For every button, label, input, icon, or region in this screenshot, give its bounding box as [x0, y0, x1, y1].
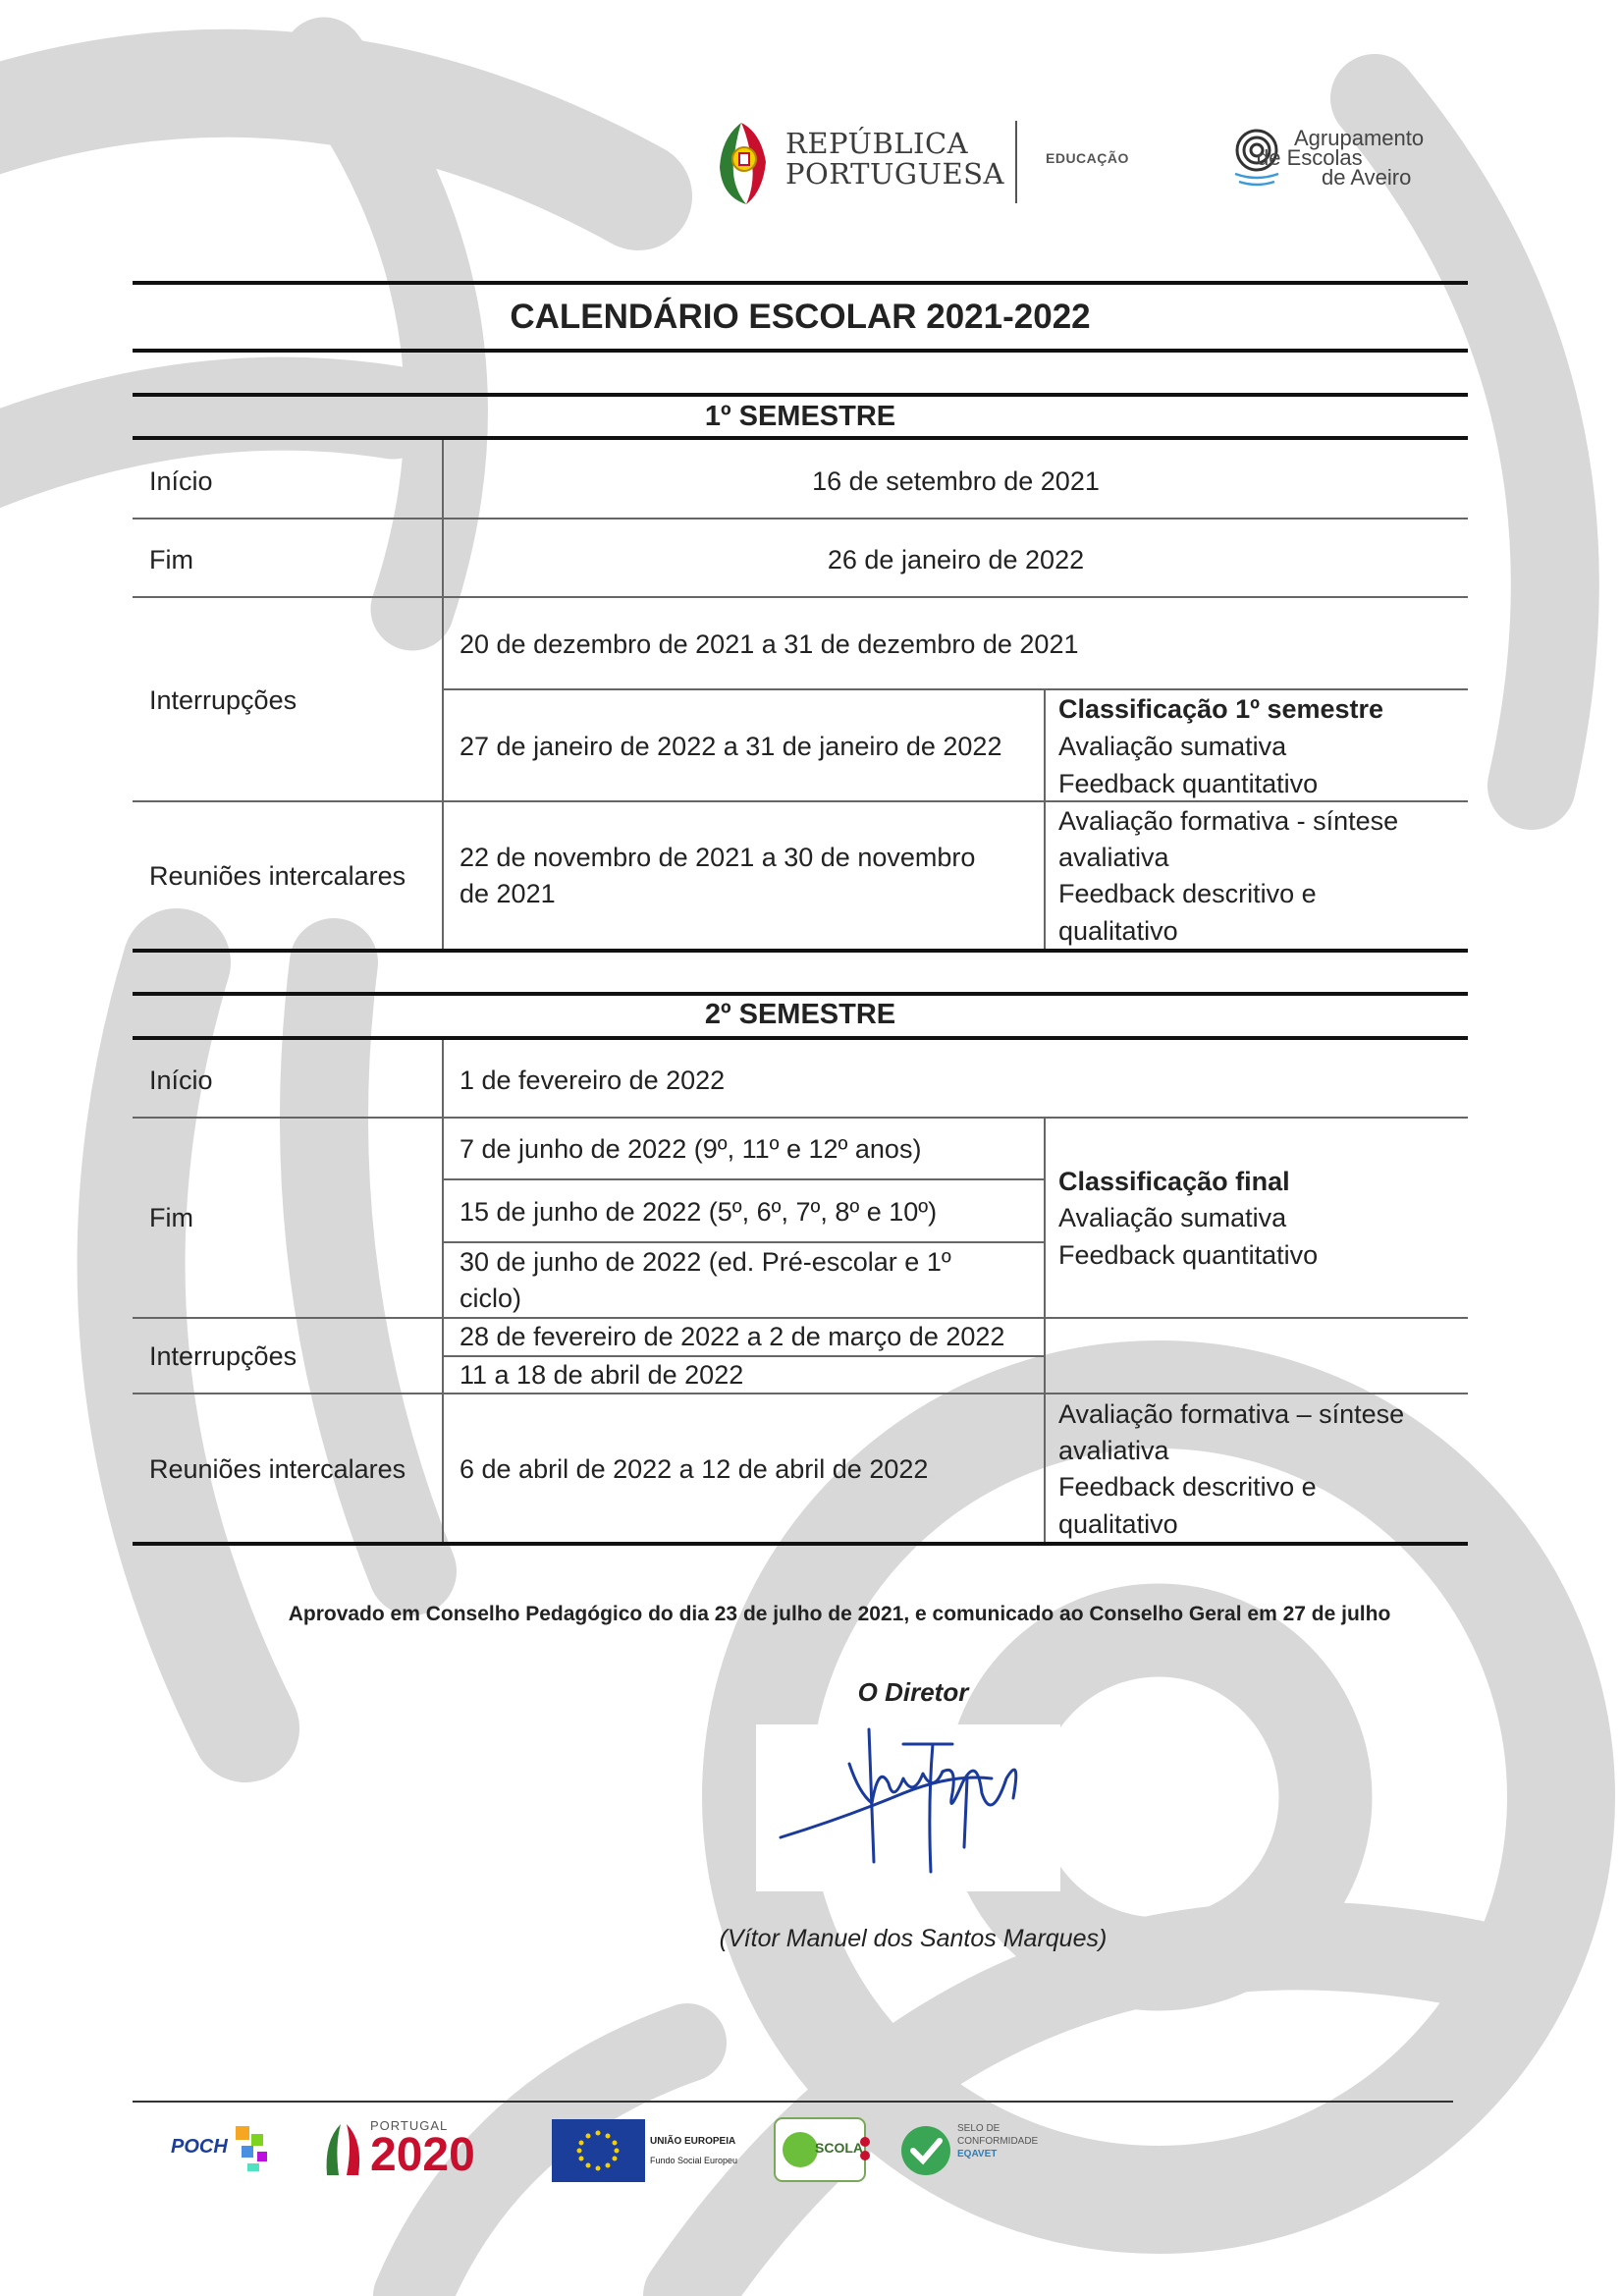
sem2-fim-label: Fim [149, 1203, 193, 1232]
eqavet-text [957, 2122, 1038, 2160]
sem2-inicio-label: Início [149, 1066, 213, 1095]
sem1-formativa-line2: avaliativa [1058, 843, 1169, 872]
sem2-classificacao-line1: Avaliação sumativa [1058, 1203, 1287, 1232]
sem1-reunioes-label: Reuniões intercalares [149, 861, 406, 891]
sem1-formativa-line3: Feedback descritivo e [1058, 879, 1317, 908]
sem1-formativa-line1: Avaliação formativa - síntese [1058, 806, 1399, 836]
uniao-europeia-logo [552, 2116, 748, 2185]
sem1-top-rule [133, 393, 1468, 397]
row-divider [444, 688, 1468, 690]
header-divider [1015, 121, 1017, 203]
sem1-reunioes-line2: de 2021 [460, 879, 556, 908]
portugal-label: PORTUGAL [370, 2118, 449, 2133]
sem2-top-rule [133, 992, 1468, 996]
row-divider [444, 1178, 1044, 1180]
title-top-rule [133, 281, 1468, 285]
row-divider [444, 1241, 1044, 1243]
sem1-fim-value: 26 de janeiro de 2022 [827, 545, 1085, 574]
sem2-right-column-divider [1044, 1119, 1046, 1544]
republica-portuguesa-wordmark [785, 129, 1004, 190]
row-divider [133, 596, 1468, 598]
sem1-heading: 1º SEMESTRE [704, 401, 896, 432]
de-aveiro-line: de Aveiro [1322, 165, 1412, 190]
title-bottom-rule [133, 349, 1468, 353]
row-divider [133, 1393, 1468, 1394]
eqavet-line1: SELO DE [957, 2123, 1000, 2134]
sem1-interrupcao-1: 20 de dezembro de 2021 a 31 de dezembro de 2021 [460, 629, 1079, 659]
agrupamento-wordmark [1257, 126, 1425, 190]
sem2-fim-value-1: 7 de junho de 2022 (9º, 11º e 12º anos) [460, 1134, 922, 1164]
eqavet-line2: CONFORMIDADE [957, 2136, 1039, 2147]
director-name: (Vítor Manuel dos Santos Marques) [719, 1925, 1108, 1952]
ue-line1: UNIÃO EUROPEIA [650, 2136, 736, 2147]
sem2-classificacao-line2: Feedback quantitativo [1058, 1240, 1319, 1270]
eu-flag-icon [552, 2119, 645, 2182]
sem1-reunioes-line1: 22 de novembro de 2021 a 30 de novembro [460, 843, 976, 872]
row-divider [133, 800, 1468, 802]
portugal-2020-mark-icon [319, 2116, 368, 2185]
director-label: O Diretor [857, 1677, 969, 1707]
sem2-formativa-line3: Feedback descritivo e [1058, 1472, 1317, 1502]
sem2-heading: 2º SEMESTRE [704, 999, 896, 1030]
eqavet-check-icon [898, 2121, 953, 2180]
eqavet-line3: EQAVET [957, 2149, 998, 2159]
sem2-bottom-rule [133, 1542, 1468, 1546]
row-divider [133, 518, 1468, 519]
approval-note: Aprovado em Conselho Pedagógico do dia 23 de julho de 2021, e comunicado ao Conselho Geral em 27 de julho [288, 1603, 1391, 1625]
sem1-classificacao-line2: Feedback quantitativo [1058, 769, 1319, 798]
de-escolas-line: de Escolas [1257, 145, 1363, 170]
header-logos [707, 113, 1453, 211]
sem1-bottom-rule [133, 949, 1468, 953]
sem1-heading-rule [133, 436, 1468, 440]
portugal-2020-logo [319, 2116, 525, 2185]
sem1-formativa-line4: qualitativo [1058, 916, 1178, 946]
portuguesa-line: PORTUGUESA [785, 157, 1004, 191]
sem2-inicio-value: 1 de fevereiro de 2022 [460, 1066, 726, 1095]
sem2-column-divider [442, 1040, 444, 1544]
agrupamento-line: Agrupamento [1294, 126, 1425, 150]
selo-escola-saudavel-logo [771, 2116, 874, 2185]
sem1-classificacao-line1: Avaliação sumativa [1058, 732, 1287, 761]
sem2-reunioes-value: 6 de abril de 2022 a 12 de abril de 2022 [460, 1454, 929, 1484]
sem1-classificacao-title: Classificação 1º semestre [1058, 694, 1384, 724]
selo-escola-text: SCOLA [815, 2140, 863, 2156]
sem1-fim-label: Fim [149, 545, 193, 574]
sem1-column-divider [442, 440, 444, 951]
2020-label: 2020 [370, 2129, 475, 2181]
footer-rule [133, 2101, 1453, 2103]
sem2-fim-value-3-line2: ciclo) [460, 1284, 522, 1313]
signature-box [756, 1724, 1060, 1891]
sem1-inicio-label: Início [149, 466, 213, 496]
sem2-fim-value-3-line1: 30 de junho de 2022 (ed. Pré-escolar e 1º [460, 1247, 951, 1277]
row-divider [133, 1117, 1468, 1119]
sem1-inicio-value: 16 de setembro de 2021 [812, 466, 1100, 496]
poch-text: POCH [171, 2136, 228, 2158]
handwritten-signature-icon [756, 1724, 1060, 1891]
educacao-label: EDUCAÇÃO [1046, 150, 1129, 166]
sem2-interrupcoes-label: Interrupções [149, 1341, 297, 1371]
republica-line: REPÚBLICA [785, 127, 969, 160]
poch-logo [167, 2116, 285, 2185]
sem2-formativa-line4: qualitativo [1058, 1509, 1178, 1539]
sem2-formativa-line2: avaliativa [1058, 1436, 1169, 1465]
sem2-classificacao-title: Classificação final [1058, 1167, 1290, 1196]
sem1-right-column-divider [1044, 690, 1046, 951]
sem2-reunioes-label: Reuniões intercalares [149, 1454, 406, 1484]
page-title: CALENDÁRIO ESCOLAR 2021-2022 [510, 298, 1091, 336]
sem2-fim-value-2: 15 de junho de 2022 (5º, 6º, 7º, 8º e 10º) [460, 1197, 938, 1227]
sem1-interrupcoes-label: Interrupções [149, 685, 297, 715]
sem2-interrupcao-2: 11 a 18 de abril de 2022 [460, 1360, 744, 1390]
ue-line2: Fundo Social Europeu [650, 2156, 738, 2165]
sem2-interrupcao-1: 28 de fevereiro de 2022 a 2 de março de 2022 [460, 1322, 1005, 1351]
sem1-interrupcao-2: 27 de janeiro de 2022 a 31 de janeiro de 2022 [460, 732, 1002, 761]
eqavet-logo [898, 2116, 1065, 2185]
portuguese-republic-emblem-icon [712, 118, 771, 206]
sem2-heading-rule [133, 1036, 1468, 1040]
sem2-formativa-line1: Avaliação formativa – síntese [1058, 1399, 1405, 1429]
